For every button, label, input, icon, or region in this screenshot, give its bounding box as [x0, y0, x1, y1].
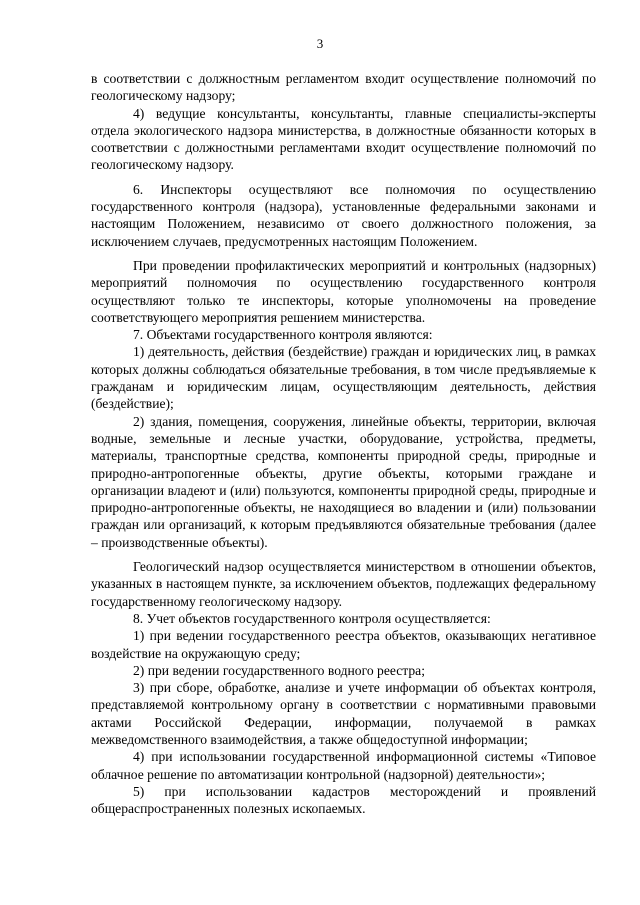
document-body: [91, 70, 596, 817]
paragraph: Геологический надзор осуществляется министерством в отношении объектов, указанных в настоящем пункте, за исключением объектов, подлежащих федеральному государственному геологическому надзору.: [91, 559, 596, 609]
paragraph: 4) при использовании государственной информационной системы «Типовое облачное решение по автоматизации контрольной (надзорной) деятельности»;: [91, 749, 596, 782]
paragraph: 2) здания, помещения, сооружения, линейные объекты, территории, включая водные, земельные и лесные участки, оборудование, устройства, предметы, материалы, транспортные средства, компоненты природной среды, природные и природно-антропогенные объекты, другие объекты, которыми граждане и организации владеют и (или) пользуются, компоненты природной среды, природные и природно-антропогенные объекты, не находящиеся во владении и (или) пользовании граждан или организаций, к которым предъявляются обязательные требования (далее – производственные объекты).: [91, 413, 596, 550]
paragraph: 1) при ведении государственного реестра объектов, оказывающих негативное воздействие на окружающую среду;: [91, 628, 596, 661]
paragraph: 3) при сборе, обработке, анализе и учете информации об объектах контроля, представляемой контрольному органу в соответствии с нормативными правовыми актами Российской Федерации, информации, получаемой в рамках межведомственного взаимодействия, а также общедоступной информации;: [91, 680, 596, 747]
paragraph: 2) при ведении государственного водного реестра;: [133, 662, 425, 678]
paragraph: в соответствии с должностным регламентом входит осуществление полномочий по геологическому надзору;: [91, 71, 596, 104]
paragraph: 1) деятельность, действия (бездействие) граждан и юридических лиц, в рамках которых должны соблюдаться обязательные требования, в том числе предъявляемые к гражданам и юридическим лицам, осуществляющим деятельность, действия (бездействие);: [91, 344, 596, 412]
page-number: 3: [316, 36, 324, 51]
paragraph: При проведении профилактических мероприятий и контрольных (надзорных) мероприятий полномочия по осуществлению государственного контроля осуществляют только те инспекторы, которые уполномочены на проведение соответствующего мероприятия решением министерства.: [91, 257, 596, 325]
paragraph: 7. Объектами государственного контроля являются:: [133, 327, 433, 343]
paragraph: 6. Инспекторы осуществляют все полномочия по осуществлению государственного контроля (надзора), установленные федеральными законами и настоящим Положением, независимо от своего должностного положения, за исключением случаев, предусмотренных настоящим Положением.: [91, 181, 596, 249]
paragraph: 8. Учет объектов государственного контроля осуществляется:: [133, 610, 491, 626]
paragraph: 4) ведущие консультанты, консультанты, главные специалисты-эксперты отдела экологического надзора министерства, в должностные обязанности которых в соответствии с должностными регламентами входит осуществление полномочий по геологическому надзору.: [91, 105, 596, 173]
paragraph: 5) при использовании кадастров месторождений и проявлений общераспространенных полезных ископаемых.: [91, 783, 596, 817]
